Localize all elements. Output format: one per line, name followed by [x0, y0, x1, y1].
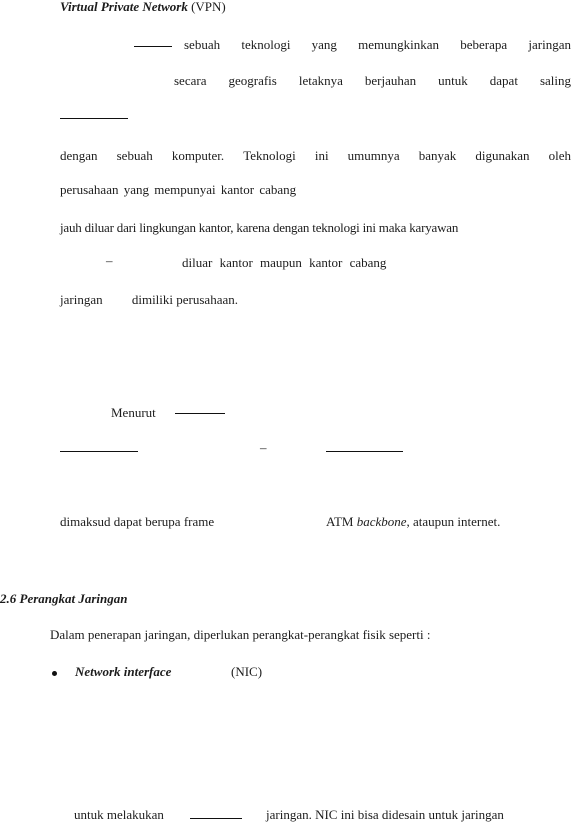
p2-line1	[60, 148, 571, 164]
p5-text-d: , ataupun internet.	[406, 514, 501, 529]
word: geografis	[228, 73, 277, 88]
word: yang	[311, 37, 337, 52]
p4-line: jaringan dimiliki perusahaan.	[60, 292, 238, 307]
word: teknologi	[241, 37, 291, 52]
word: sebuah	[116, 148, 153, 163]
section-intro: Dalam penerapan jaringan, diperlukan perangkat-perangkat fisik seperti :	[50, 627, 431, 642]
p5-line-right	[326, 514, 500, 530]
word: berjauhan	[364, 73, 417, 88]
word: umumnya	[347, 148, 400, 163]
p5-text-b: ATM	[326, 514, 354, 529]
bullet-text-b: (NIC)	[231, 664, 263, 679]
word: memungkinkan	[358, 37, 440, 52]
p3-line2: diluar kantor maupun kantor cabang	[182, 255, 387, 270]
word: dapat	[489, 73, 518, 88]
redaction-line	[190, 818, 242, 819]
p1-line2	[174, 73, 571, 89]
word: saling	[539, 73, 571, 88]
redaction-line	[326, 451, 403, 452]
dash-mark: –	[106, 253, 113, 268]
word: secara	[174, 73, 207, 88]
section-heading: 2.6 Perangkat Jaringan	[0, 591, 128, 606]
word: oleh	[548, 148, 571, 163]
last-line-a: untuk melakukan	[74, 807, 164, 822]
word: komputer.	[171, 148, 225, 163]
redaction-line	[175, 413, 225, 414]
vpn-title-abbr: (VPN)	[191, 0, 226, 14]
p5-text-a: dimaksud dapat berupa frame	[60, 514, 215, 529]
last-line-b: jaringan. NIC ini bisa didesain untuk jaringan	[266, 807, 504, 822]
word: dengan	[60, 148, 98, 163]
bullet-item	[75, 664, 171, 680]
redaction-line	[60, 451, 138, 452]
word: beberapa	[460, 37, 508, 52]
word: letaknya	[298, 73, 343, 88]
p5-text-c: backbone	[356, 514, 407, 529]
vpn-title-text: Virtual Private Network	[60, 0, 188, 14]
word: ini	[314, 148, 329, 163]
word: untuk	[438, 73, 468, 88]
word: sebuah	[184, 37, 221, 52]
word: jaringan	[528, 37, 571, 52]
menurut-text: Menurut	[111, 405, 156, 420]
p5-line	[60, 514, 214, 530]
word: Teknologi	[243, 148, 296, 163]
vpn-title	[60, 0, 226, 15]
redaction-line	[134, 46, 172, 47]
dash-mark: –	[260, 440, 267, 455]
p1-line1	[184, 37, 571, 53]
p2-line2: perusahaan yang mempunyai kantor cabang	[60, 182, 297, 197]
redaction-line	[60, 118, 128, 119]
bullet-icon	[52, 671, 57, 676]
word: banyak	[418, 148, 457, 163]
word: digunakan	[475, 148, 530, 163]
p3-line1: jauh diluar dari lingkungan kantor, karena dengan teknologi ini maka karyawan	[60, 220, 459, 235]
bullet-text-a: Network interface	[75, 664, 172, 679]
